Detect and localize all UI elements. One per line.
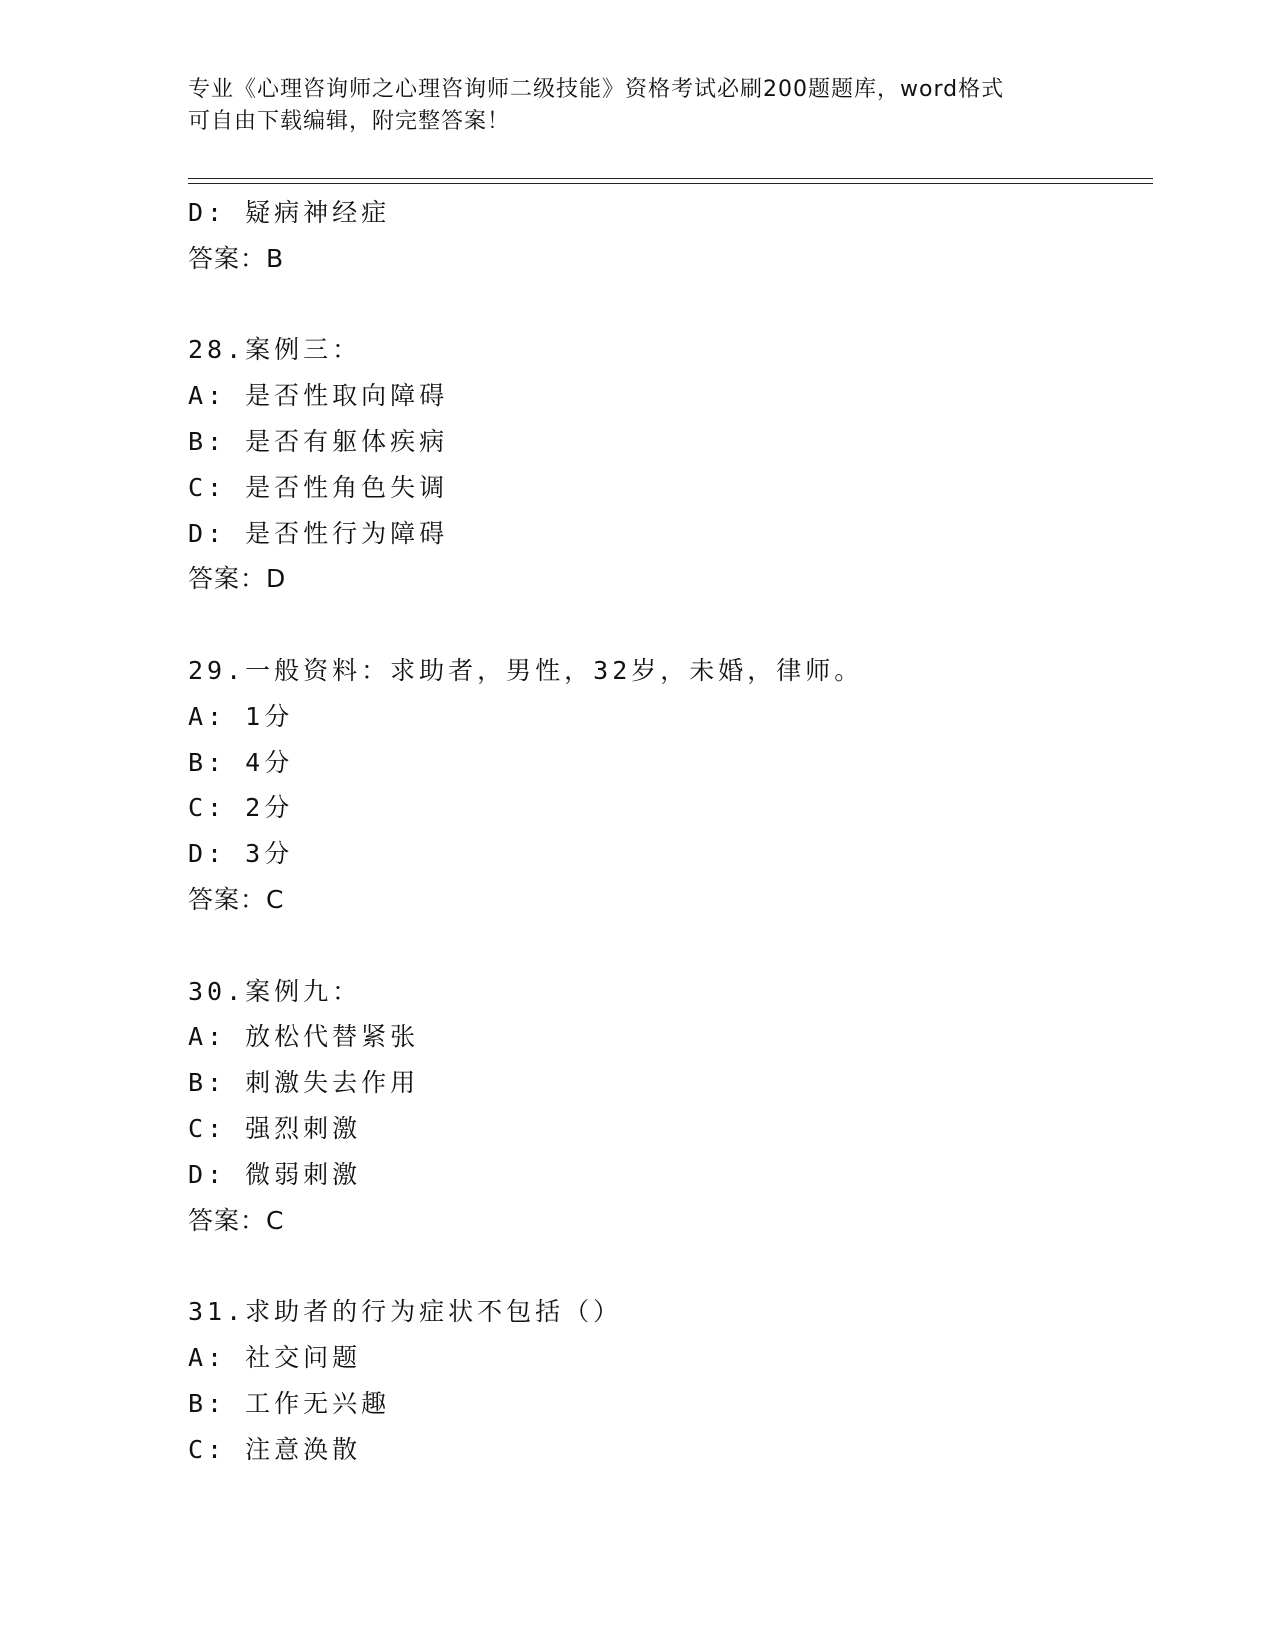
option-c: C: 强烈刺激 xyxy=(188,1113,362,1143)
option-a: A: 1分 xyxy=(188,701,294,731)
answer-label: 答案：D xyxy=(188,564,287,594)
spacer xyxy=(188,923,1148,969)
option-b: B: 4分 xyxy=(188,747,294,777)
option-b: B: 是否有躯体疾病 xyxy=(188,426,449,456)
answer-label: 答案：B xyxy=(188,243,285,273)
question-stem: 28.案例三： xyxy=(188,335,362,365)
option-a: A: 社交问题 xyxy=(188,1342,362,1372)
header-divider-bottom xyxy=(188,183,1153,184)
spacer xyxy=(188,1243,1148,1289)
question-block-prev xyxy=(188,190,1148,282)
question-block-29 xyxy=(188,648,1148,923)
option-d: D: 3分 xyxy=(188,839,294,869)
header-line-1: 专业《心理咨询师之心理咨询师二级技能》资格考试必刷200题题库，word格式 xyxy=(188,77,1005,102)
option-b: B: 刺激失去作用 xyxy=(188,1068,420,1098)
question-stem: 29.一般资料：求助者，男性，32岁，未婚，律师。 xyxy=(188,655,864,685)
option-d: D: 疑病神经症 xyxy=(188,198,391,227)
question-block-30 xyxy=(188,969,1148,1244)
option-c: C: 2分 xyxy=(188,793,294,823)
question-stem: 31.求助者的行为症状不包括（） xyxy=(188,1297,623,1327)
option-a: A: 放松代替紧张 xyxy=(188,1022,420,1052)
question-stem: 30.案例九： xyxy=(188,976,362,1006)
option-c: C: 注意涣散 xyxy=(188,1434,362,1464)
option-d: D: 是否性行为障碍 xyxy=(188,518,449,548)
document-header xyxy=(188,74,1088,138)
option-a: A: 是否性取向障碍 xyxy=(188,381,449,411)
question-block-31 xyxy=(188,1289,1148,1472)
option-c: C: 是否性角色失调 xyxy=(188,472,449,502)
header-divider-top xyxy=(188,178,1153,179)
spacer xyxy=(188,282,1148,328)
question-block-28 xyxy=(188,327,1148,602)
header-line-2: 可自由下载编辑，附完整答案！ xyxy=(188,109,511,134)
question-list xyxy=(188,190,1148,1472)
answer-label: 答案：C xyxy=(188,1205,285,1235)
spacer xyxy=(188,602,1148,648)
answer-label: 答案：C xyxy=(188,884,285,914)
option-d: D: 微弱刺激 xyxy=(188,1159,362,1189)
option-b: B: 工作无兴趣 xyxy=(188,1388,391,1418)
